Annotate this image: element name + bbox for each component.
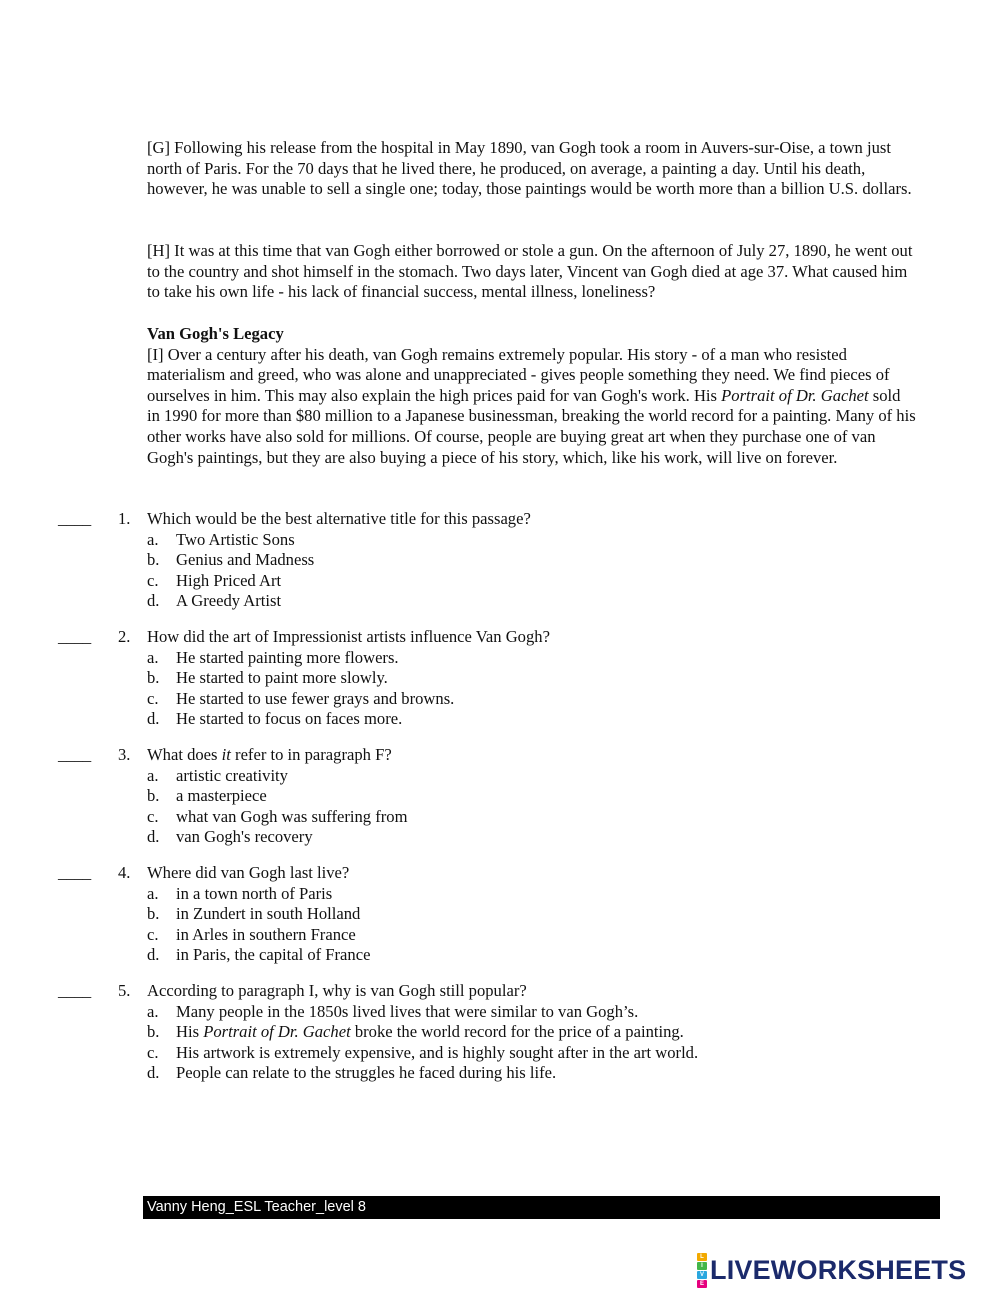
option-letter: c. (147, 570, 159, 590)
question-text-end: refer to in paragraph F? (230, 745, 392, 764)
option-letter: c. (147, 806, 159, 826)
option-letter: a. (147, 1001, 159, 1021)
option-c (0, 925, 1000, 946)
option-d (0, 827, 1000, 848)
question-3 (0, 745, 1000, 848)
option-text-start: His (176, 1022, 204, 1042)
logo-block: V (697, 1271, 707, 1279)
option-c (0, 571, 1000, 592)
paragraph-i-part2: sold in 1990 for more than $80 million to a Japanese businessman, breaking the world record for a painting. Many of his other works have also sold for millions. Of course, people are buying great art when they purchase one of van Gogh's paintings, but they are also buying a piece of his story, which, like his work, will live on forever. (147, 385, 916, 467)
option-text: Many people in the 1850s lived lives that were similar to van Gogh’s. (176, 1001, 639, 1021)
option-letter: d. (147, 1063, 160, 1083)
option-letter: d. (147, 827, 160, 847)
paragraph-i-part1: [I] Over a century after his death, van Gogh remains extremely popular. His story - of a man who resisted materialism and greed, who was alone and unappreciated - gives people something they need. We find pieces of ourselves in him. This may also explain the high prices paid for van Gogh's work. His (147, 344, 890, 405)
option-letter: c. (147, 924, 159, 944)
option-c (0, 689, 1000, 710)
answer-blank[interactable]: ____ (58, 981, 92, 1000)
option-b (0, 786, 1000, 807)
paragraph-g (147, 138, 917, 200)
logo-block: I (697, 1262, 707, 1270)
legacy-heading: Van Gogh's Legacy (147, 324, 284, 343)
option-letter: d. (147, 945, 160, 965)
option-text: His artwork is extremely expensive, and is highly sought after in the art world. (176, 1042, 699, 1062)
question-text: How did the art of Impressionist artists influence Van Gogh? (147, 627, 550, 646)
option-text: High Priced Art (176, 570, 282, 590)
liveworksheets-brand (697, 1255, 966, 1285)
option-text: in Zundert in south Holland (176, 904, 361, 924)
question-2 (0, 627, 1000, 730)
option-d (0, 591, 1000, 612)
question-5 (0, 981, 1000, 1084)
question-4 (0, 863, 1000, 966)
option-a (0, 530, 1000, 551)
option-text: in Paris, the capital of France (176, 945, 371, 965)
footer-bar (143, 1196, 940, 1219)
question-number: 1. (118, 509, 131, 528)
question-number: 2. (118, 627, 131, 646)
option-c (0, 1043, 1000, 1064)
option-letter: b. (147, 904, 160, 924)
option-a (0, 1002, 1000, 1023)
logo-block: E (697, 1280, 707, 1288)
option-text: He started to paint more slowly. (176, 668, 388, 688)
answer-blank[interactable]: ____ (58, 745, 92, 764)
option-d (0, 1063, 1000, 1084)
option-text: A Greedy Artist (176, 591, 282, 611)
question-text: Where did van Gogh last live? (147, 863, 350, 882)
option-text: He started to use fewer grays and browns. (176, 688, 455, 708)
liveworksheets-logo-icon (697, 1253, 707, 1288)
option-b (0, 668, 1000, 689)
option-a (0, 884, 1000, 905)
option-text: People can relate to the struggles he faced during his life. (176, 1063, 557, 1083)
footer-text: Vanny Heng_ESL Teacher_level 8 (147, 1199, 366, 1215)
option-text: Genius and Madness (176, 550, 315, 570)
paragraph-i (147, 324, 917, 468)
paragraph-g-text: [G] Following his release from the hospital in May 1890, van Gogh took a room in Auvers-sur-Oise, a town just north of Paris. For the 70 days that he lived there, he produced, on average, a painting a day. Until his death, however, he was unable to sell a single one; today, those paintings would be worth more than a billion U.S. dollars. (147, 138, 912, 199)
option-letter: d. (147, 709, 160, 729)
question-number: 3. (118, 745, 131, 764)
question-text (147, 745, 392, 766)
option-a (0, 648, 1000, 669)
option-b (0, 1022, 1000, 1043)
option-text: a masterpiece (176, 786, 267, 806)
option-letter: a. (147, 529, 159, 549)
option-text: in a town north of Paris (176, 883, 333, 903)
option-text: van Gogh's recovery (176, 827, 313, 847)
option-text: He started to focus on faces more. (176, 709, 403, 729)
option-text: what van Gogh was suffering from (176, 806, 408, 826)
question-text: According to paragraph I, why is van Gogh still popular? (147, 981, 527, 1000)
option-letter: a. (147, 883, 159, 903)
option-letter: b. (147, 550, 160, 570)
logo-block: L (697, 1253, 707, 1261)
option-d (0, 709, 1000, 730)
option-text-italic: Portrait of Dr. Gachet (203, 1022, 351, 1042)
option-a (0, 766, 1000, 787)
option-text: He started painting more flowers. (176, 647, 399, 667)
paragraph-i-text (147, 345, 917, 469)
paragraph-i-painting-title: Portrait of Dr. Gachet (721, 385, 869, 405)
option-text-end: broke the world record for the price of a painting. (350, 1022, 684, 1042)
question-text: Which would be the best alternative title for this passage? (147, 509, 531, 528)
option-letter: b. (147, 668, 160, 688)
answer-blank[interactable]: ____ (58, 509, 92, 528)
option-letter: b. (147, 786, 160, 806)
option-letter: c. (147, 688, 159, 708)
option-letter: b. (147, 1022, 160, 1042)
option-letter: a. (147, 765, 159, 785)
question-text-italic: it (221, 745, 231, 764)
option-b (0, 550, 1000, 571)
brand-name: LIVEWORKSHEETS (710, 1254, 967, 1285)
answer-blank[interactable]: ____ (58, 863, 92, 882)
option-letter: d. (147, 591, 160, 611)
paragraph-h-text: [H] It was at this time that van Gogh either borrowed or stole a gun. On the afternoon of July 27, 1890, he went out to the country and shot himself in the stomach. Two days later, Vincent van Gogh died at age 37. What caused him to take his own life - his lack of financial success, mental illness, loneliness? (147, 241, 913, 302)
option-c (0, 807, 1000, 828)
option-text: in Arles in southern France (176, 924, 356, 944)
option-b (0, 904, 1000, 925)
question-number: 4. (118, 863, 131, 882)
paragraph-h (147, 241, 917, 303)
question-text-start: What does (147, 745, 222, 764)
question-1 (0, 509, 1000, 612)
answer-blank[interactable]: ____ (58, 627, 92, 646)
option-letter: a. (147, 647, 159, 667)
option-d (0, 945, 1000, 966)
option-text: Two Artistic Sons (176, 529, 295, 549)
option-text: artistic creativity (176, 765, 288, 785)
option-text (176, 1022, 684, 1043)
question-number: 5. (118, 981, 131, 1000)
option-letter: c. (147, 1042, 159, 1062)
